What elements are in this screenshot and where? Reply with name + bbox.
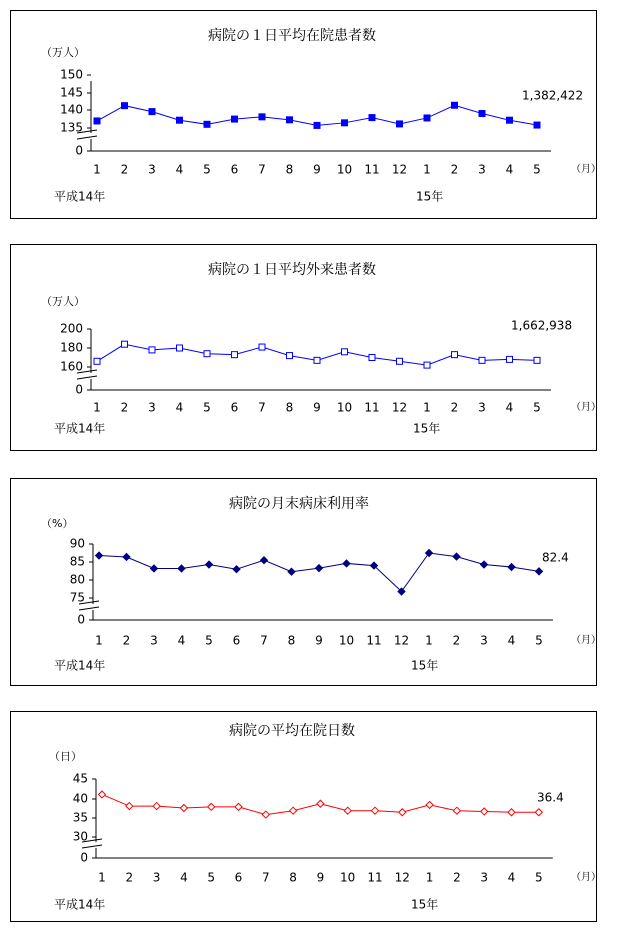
- x-tick-label: 1: [423, 400, 431, 415]
- x-tick-label: 5: [535, 633, 543, 648]
- x-tick-label: 4: [177, 633, 186, 648]
- last-value-label: 82.4: [542, 550, 569, 565]
- y-unit-label: （%）: [41, 517, 74, 530]
- data-point-14: [479, 357, 485, 363]
- chart-title: 病院の平均在院日数: [229, 723, 355, 739]
- era-label-2002: 平成14年: [54, 421, 106, 436]
- data-point-7: [287, 117, 293, 123]
- chart-title: 病院の１日平均外来患者数: [208, 262, 376, 278]
- y-unit-label: （万人）: [41, 295, 85, 308]
- data-point-12: [426, 801, 433, 808]
- y-tick-label: 135: [60, 120, 83, 135]
- data-point-10: [369, 355, 375, 361]
- axis-break-mark: [82, 845, 102, 848]
- x-tick-label: 12: [391, 162, 408, 177]
- y-tick-label: 45: [72, 771, 88, 786]
- y-tick-label: 0: [80, 850, 88, 865]
- axis-break-mark: [79, 607, 99, 610]
- x-tick-label: 1: [98, 870, 106, 885]
- data-point-4: [208, 803, 215, 810]
- data-point-13: [453, 807, 460, 814]
- x-tick-label: 11: [367, 870, 383, 885]
- data-point-7: [290, 807, 297, 814]
- x-unit-label: （月）: [571, 402, 601, 413]
- x-tick-label: 9: [315, 633, 323, 648]
- x-tick-label: 4: [505, 400, 514, 415]
- x-tick-label: 2: [122, 633, 131, 648]
- x-tick-label: 10: [336, 400, 353, 415]
- data-point-8: [314, 122, 320, 128]
- y-tick-label: 90: [69, 536, 85, 551]
- data-point-0: [99, 791, 106, 798]
- data-point-13: [452, 102, 458, 108]
- x-tick-label: 5: [203, 162, 211, 177]
- data-point-16: [534, 122, 540, 128]
- x-tick-label: 3: [148, 400, 156, 415]
- data-point-2: [149, 109, 155, 115]
- y-tick-label: 80: [69, 572, 85, 587]
- y-tick-label: 160: [60, 359, 83, 374]
- data-point-5: [232, 352, 238, 358]
- data-point-1: [126, 803, 133, 810]
- x-tick-label: 8: [287, 633, 296, 648]
- x-tick-label: 6: [232, 633, 241, 648]
- data-point-0: [96, 552, 103, 559]
- chart-panel-inpatients: [10, 10, 601, 219]
- x-tick-label: 4: [505, 162, 514, 177]
- x-tick-label: 8: [289, 870, 297, 885]
- data-point-16: [536, 568, 543, 575]
- era-label-2003: 15年: [416, 189, 444, 204]
- x-tick-label: 6: [234, 870, 243, 885]
- data-point-9: [343, 560, 350, 567]
- x-tick-label: 10: [340, 870, 356, 885]
- data-point-15: [507, 356, 513, 362]
- data-point-9: [344, 807, 351, 814]
- data-point-15: [507, 117, 513, 123]
- chart-title: 病院の月末病床利用率: [229, 496, 369, 512]
- x-tick-label: 3: [150, 633, 158, 648]
- data-point-15: [508, 564, 515, 571]
- data-point-4: [206, 561, 213, 568]
- data-point-1: [123, 553, 130, 560]
- data-point-6: [259, 344, 265, 350]
- x-tick-label: 2: [450, 162, 459, 177]
- data-point-1: [122, 341, 128, 347]
- era-label-2002: 平成14年: [54, 189, 106, 204]
- data-point-7: [288, 568, 295, 575]
- x-tick-label: 12: [393, 633, 410, 648]
- x-tick-label: 12: [394, 870, 410, 885]
- data-point-9: [342, 120, 348, 126]
- data-point-8: [314, 357, 320, 363]
- x-tick-label: 11: [364, 162, 380, 177]
- x-tick-label: 4: [507, 870, 516, 885]
- x-tick-label: 8: [285, 162, 294, 177]
- data-point-3: [178, 565, 185, 572]
- x-tick-label: 2: [120, 162, 129, 177]
- chart-inpatients: [11, 11, 601, 220]
- x-tick-label: 6: [230, 162, 239, 177]
- x-tick-label: 10: [338, 633, 355, 648]
- data-point-6: [261, 557, 268, 564]
- x-tick-label: 1: [425, 633, 433, 648]
- y-tick-label: 0: [75, 382, 83, 397]
- chart-outpatients: [11, 245, 601, 452]
- x-tick-label: 3: [478, 400, 486, 415]
- data-point-8: [316, 565, 323, 572]
- x-unit-label: （月）: [571, 872, 601, 883]
- y-tick-label: 0: [75, 143, 83, 158]
- x-tick-label: 1: [423, 162, 431, 177]
- x-tick-label: 9: [316, 870, 325, 885]
- era-label-2002: 平成14年: [54, 658, 106, 673]
- x-tick-label: 10: [336, 162, 353, 177]
- chart-panel-outpatients: [10, 244, 601, 451]
- x-tick-label: 3: [152, 870, 161, 885]
- data-point-5: [233, 566, 240, 573]
- x-tick-label: 6: [230, 400, 239, 415]
- data-point-10: [372, 807, 379, 814]
- data-point-11: [397, 358, 403, 364]
- y-unit-label: （万人）: [41, 46, 85, 59]
- data-point-6: [259, 114, 265, 120]
- x-tick-label: 5: [205, 633, 213, 648]
- x-tick-label: 11: [364, 400, 380, 415]
- data-point-12: [424, 362, 430, 368]
- chart-title: 病院の１日平均在院患者数: [208, 28, 376, 44]
- axis-break-mark: [77, 136, 97, 139]
- data-point-16: [535, 809, 542, 816]
- x-tick-label: 7: [258, 400, 266, 415]
- chart-panel-bed-utilization: [10, 478, 601, 686]
- y-tick-label: 35: [72, 810, 88, 825]
- x-tick-label: 2: [120, 400, 129, 415]
- data-point-13: [453, 553, 460, 560]
- data-point-14: [481, 561, 488, 568]
- y-unit-label: （日）: [49, 750, 82, 763]
- x-tick-label: 7: [258, 162, 266, 177]
- data-point-7: [287, 353, 293, 359]
- era-label-2003: 15年: [411, 897, 439, 912]
- chart-panel-average-stay: [10, 711, 601, 922]
- y-tick-label: 145: [60, 85, 83, 100]
- x-tick-label: 3: [478, 162, 486, 177]
- x-tick-label: 3: [148, 162, 156, 177]
- x-unit-label: （月）: [571, 635, 601, 646]
- x-tick-label: 12: [391, 400, 408, 415]
- chart-average-stay: [11, 712, 601, 923]
- x-tick-label: 1: [95, 633, 103, 648]
- data-point-2: [151, 565, 158, 572]
- y-tick-label: 200: [60, 321, 83, 336]
- data-point-5: [235, 803, 242, 810]
- x-tick-label: 4: [175, 162, 184, 177]
- y-tick-label: 30: [72, 829, 88, 844]
- x-unit-label: （月）: [571, 164, 601, 175]
- x-tick-label: 7: [260, 633, 268, 648]
- x-tick-label: 7: [261, 870, 270, 885]
- era-label-2003: 15年: [411, 658, 439, 673]
- chart-bed-utilization: [11, 479, 601, 687]
- y-tick-label: 75: [69, 590, 85, 605]
- x-tick-label: 8: [285, 400, 294, 415]
- data-point-14: [479, 110, 485, 116]
- last-value-label: 1,382,422: [522, 88, 584, 103]
- era-label-2002: 平成14年: [54, 897, 106, 912]
- x-tick-label: 2: [452, 633, 461, 648]
- data-point-4: [204, 351, 210, 357]
- data-point-2: [153, 803, 160, 810]
- x-tick-label: 1: [425, 870, 434, 885]
- data-point-3: [180, 805, 187, 812]
- x-tick-label: 3: [480, 633, 488, 648]
- data-point-0: [94, 358, 100, 364]
- data-point-11: [399, 809, 406, 816]
- y-tick-label: 40: [72, 791, 88, 806]
- data-point-3: [177, 345, 183, 351]
- data-point-8: [317, 800, 324, 807]
- y-tick-label: 140: [60, 102, 83, 117]
- data-point-10: [369, 115, 375, 121]
- x-tick-label: 11: [366, 633, 382, 648]
- x-tick-label: 5: [533, 400, 541, 415]
- data-point-5: [232, 116, 238, 122]
- x-tick-label: 5: [207, 870, 216, 885]
- x-tick-label: 2: [453, 870, 461, 885]
- data-point-0: [94, 118, 100, 124]
- last-value-label: 1,662,938: [511, 318, 573, 333]
- data-point-1: [122, 103, 128, 109]
- x-tick-label: 5: [203, 400, 211, 415]
- last-value-label: 36.4: [537, 790, 564, 805]
- data-point-9: [342, 349, 348, 355]
- data-point-11: [397, 121, 403, 127]
- x-tick-label: 4: [175, 400, 184, 415]
- x-tick-label: 4: [507, 633, 516, 648]
- y-tick-label: 85: [69, 554, 85, 569]
- data-point-15: [508, 809, 515, 816]
- y-tick-label: 150: [60, 67, 83, 82]
- x-tick-label: 4: [180, 870, 188, 885]
- data-point-12: [424, 115, 430, 121]
- x-tick-label: 2: [125, 870, 134, 885]
- y-tick-label: 180: [60, 340, 83, 355]
- x-tick-label: 3: [480, 870, 489, 885]
- data-point-4: [204, 121, 210, 127]
- data-point-14: [481, 808, 488, 815]
- data-point-12: [426, 550, 433, 557]
- data-point-13: [452, 352, 458, 358]
- data-point-16: [534, 357, 540, 363]
- x-tick-label: 9: [313, 162, 321, 177]
- data-point-2: [149, 347, 155, 353]
- x-tick-label: 2: [450, 400, 459, 415]
- x-tick-label: 1: [93, 400, 101, 415]
- axis-break-mark: [77, 376, 97, 379]
- x-tick-label: 1: [93, 162, 101, 177]
- y-tick-label: 0: [77, 612, 85, 627]
- era-label-2003: 15年: [413, 421, 441, 436]
- data-point-6: [262, 811, 269, 818]
- x-tick-label: 9: [313, 400, 321, 415]
- x-tick-label: 5: [534, 870, 543, 885]
- data-point-3: [177, 117, 183, 123]
- x-tick-label: 5: [533, 162, 541, 177]
